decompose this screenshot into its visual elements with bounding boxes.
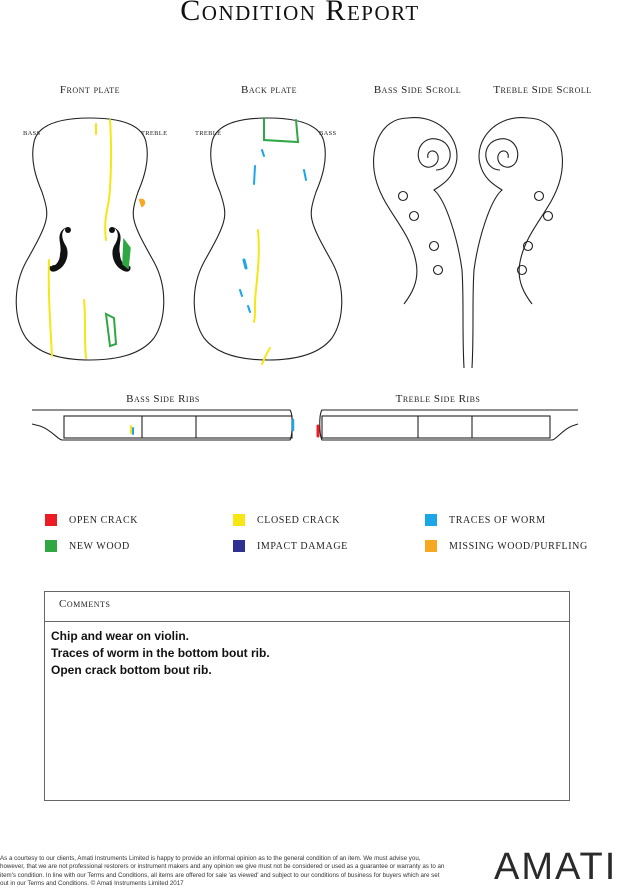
front-bass-label: BASS: [23, 130, 41, 137]
front-markings: [49, 120, 144, 358]
back-worm-1: [262, 150, 264, 156]
comments-box: [44, 591, 570, 801]
treble-scroll-diagram: [472, 118, 562, 368]
back-plate-diagram: [194, 118, 342, 360]
comment-line: Open crack bottom bout rib.: [51, 663, 212, 677]
legend-new-wood: [45, 540, 130, 552]
legend-swatch: [45, 540, 57, 552]
back-worm-4: [240, 290, 242, 296]
treble-ribs-diagram: [320, 410, 578, 440]
front-crack-bass: [49, 260, 52, 356]
bass-ribs-label: Bass Side Ribs: [126, 393, 200, 405]
treble-scroll-label: Treble Side Scroll: [493, 84, 592, 96]
back-markings: [240, 118, 306, 364]
comments-heading: Comments: [45, 592, 569, 622]
back-crack-1: [254, 230, 259, 322]
legend-impact-damage: [233, 540, 348, 552]
bass-scroll-diagram: [374, 118, 464, 368]
legend-label: NEW WOOD: [69, 540, 130, 552]
back-bass-label: BASS: [319, 130, 337, 137]
bass-ribs-markings: [131, 420, 293, 434]
front-crack-lower: [84, 300, 86, 358]
amati-logo: AMATI: [494, 846, 617, 888]
bass-scroll-label: Bass Side Scroll: [373, 84, 462, 96]
page-title: Condition Report: [180, 0, 420, 27]
legend-swatch: [45, 514, 57, 526]
comment-line: Chip and wear on violin.: [51, 629, 190, 643]
legend-label: IMPACT DAMAGE: [257, 540, 348, 552]
front-plate-label: Front plate: [59, 84, 121, 96]
legend-label: OPEN CRACK: [69, 514, 139, 526]
back-worm-5: [248, 306, 250, 312]
comments-text: [45, 622, 569, 679]
legend-swatch: [233, 540, 245, 552]
front-new-wood-1: [123, 240, 130, 268]
legend-traces-of-worm: [425, 514, 546, 526]
back-worm-3: [244, 260, 246, 268]
legend-label: MISSING WOOD/PURFLING: [449, 540, 588, 552]
front-crack-treble: [105, 120, 111, 240]
legend-missing-wood: [425, 540, 588, 552]
back-worm-2: [254, 166, 255, 184]
front-missing-wood: [140, 200, 144, 206]
back-treble-label: TREBLE: [195, 130, 222, 137]
front-new-wood-2: [106, 314, 116, 346]
back-crack-2: [262, 348, 270, 364]
comment-line: Traces of worm in the bottom bout rib.: [51, 646, 270, 660]
disclaimer-text: As a courtesy to our clients, Amati Instruments Limited is happy to provide an informal opinion as to the general condition of an item. We must advise you, however, that we are not professional restorers or instrument makers and any opinion we give must not be considered or used as a guarantee or warranty as to an item's condition. In line with our Terms and Conditions, all items are offered for sale 'as viewed' and subject to our conditions of business for buyers which are set out in our Terms and Conditions. © Amati Instruments Limited 2017: [0, 855, 445, 887]
treble-ribs-label: Treble Side Ribs: [395, 393, 481, 405]
back-new-wood: [264, 118, 298, 142]
legend-swatch: [425, 514, 437, 526]
legend-closed-crack: [233, 514, 340, 526]
front-treble-label: TREBLE: [141, 130, 168, 137]
legend-label: TRACES OF WORM: [449, 514, 546, 526]
front-plate-diagram: [16, 118, 164, 360]
legend-swatch: [425, 540, 437, 552]
legend-label: CLOSED CRACK: [257, 514, 341, 526]
f-holes: [49, 227, 130, 272]
legend-swatch: [233, 514, 245, 526]
bass-ribs-diagram: [32, 410, 292, 440]
back-worm-6: [304, 170, 306, 180]
back-plate-label: Back plate: [241, 84, 297, 96]
legend-open-crack: [45, 514, 138, 526]
